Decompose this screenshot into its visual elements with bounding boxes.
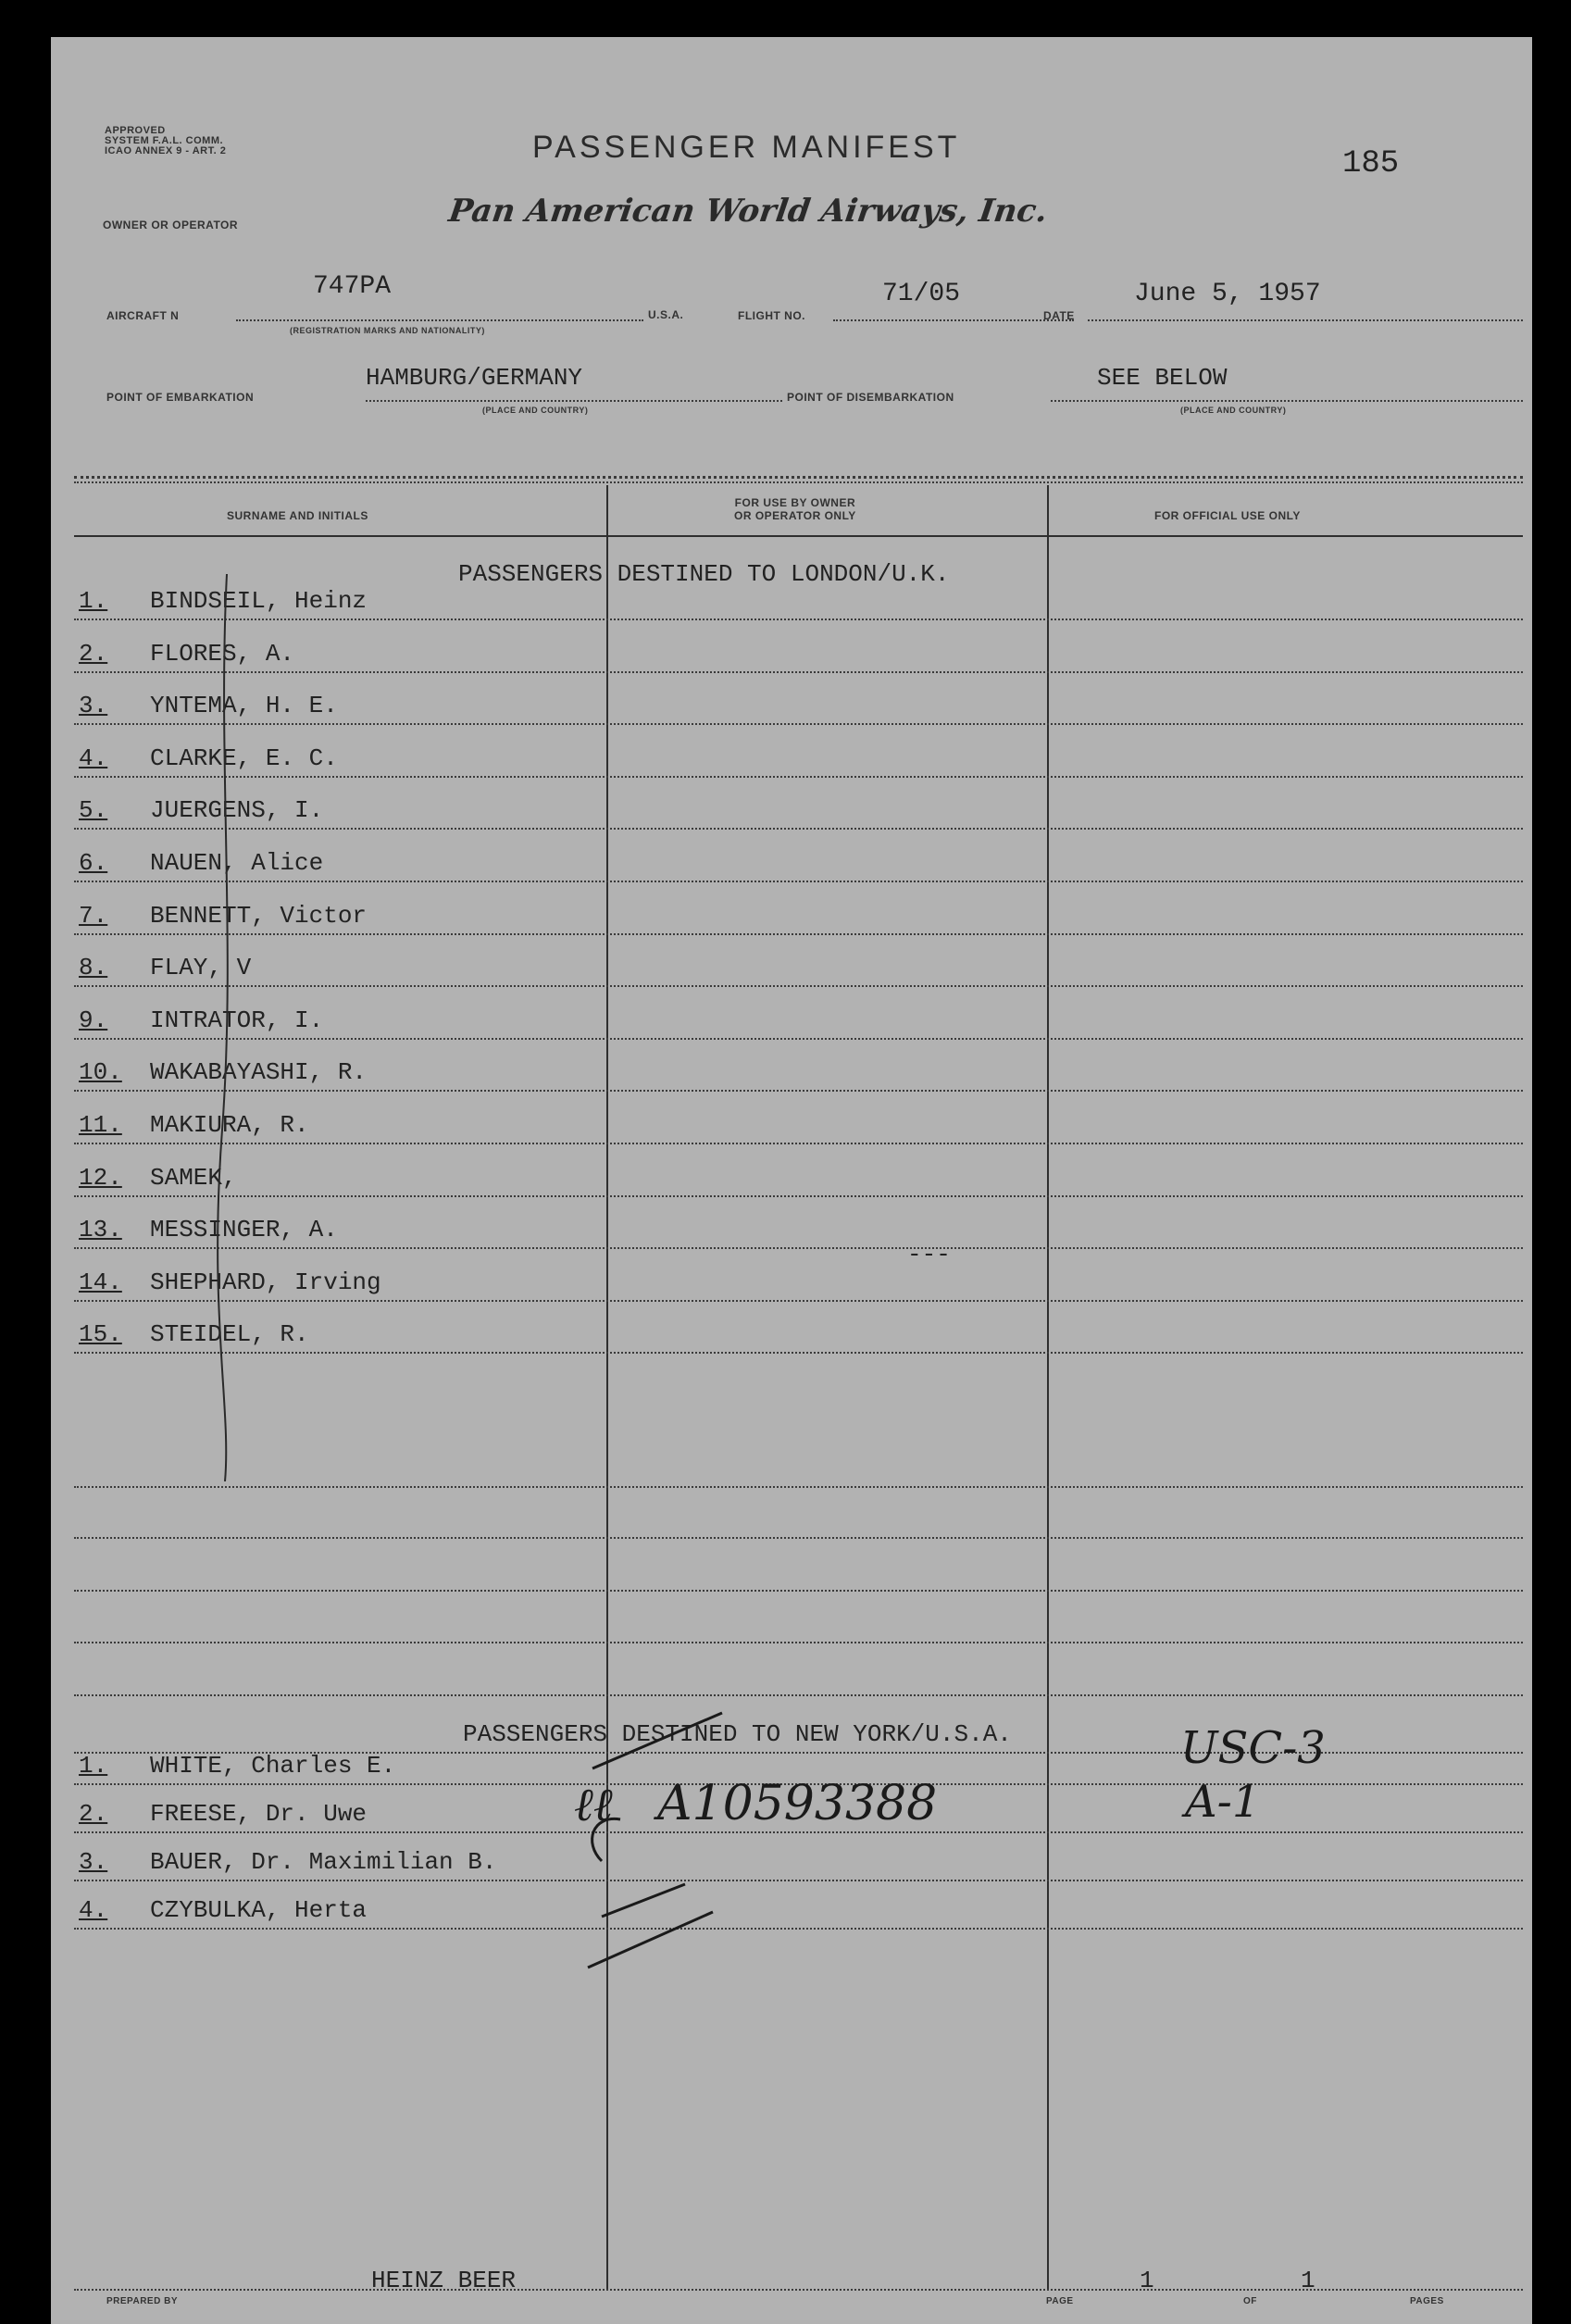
approval-line-2: SYSTEM F.A.L. COMM. bbox=[105, 135, 224, 146]
table-row-line bbox=[74, 1038, 1523, 1040]
aircraft-label: AIRCRAFT N bbox=[106, 309, 180, 322]
passenger-name: CLARKE, E. C. bbox=[150, 744, 338, 772]
approval-stamp bbox=[105, 126, 226, 156]
passenger-name: NAUEN, Alice bbox=[150, 849, 324, 877]
disembarkation-line bbox=[1051, 400, 1523, 402]
table-row-line bbox=[74, 985, 1523, 987]
table-row-line bbox=[74, 671, 1523, 673]
passenger-number: 14. bbox=[79, 1268, 122, 1296]
page-title: PASSENGER MANIFEST bbox=[532, 130, 961, 165]
embarkation-line bbox=[366, 400, 782, 402]
page-label: PAGE bbox=[1046, 2296, 1074, 2306]
passenger-number: 13. bbox=[79, 1216, 122, 1243]
page-number: 185 bbox=[1342, 146, 1400, 181]
table-row-line bbox=[74, 1195, 1523, 1197]
owner-column-header bbox=[734, 496, 856, 522]
passenger-number: 1. bbox=[79, 587, 108, 615]
passenger-name: WHITE, Charles E. bbox=[150, 1752, 396, 1780]
airline-name: Pan American World Airways, Inc. bbox=[446, 193, 1050, 230]
handwritten-slashes bbox=[583, 1704, 750, 1981]
manifest-sheet bbox=[51, 37, 1532, 2324]
passenger-name: JUERGENS, I. bbox=[150, 796, 324, 824]
handwritten-code-1: USC-3 bbox=[1180, 1722, 1326, 1774]
empty-row-line bbox=[74, 1590, 1523, 1592]
passenger-name: INTRATOR, I. bbox=[150, 1006, 324, 1034]
handwritten-prefix: ℓℓ bbox=[574, 1778, 613, 1831]
empty-row-line bbox=[74, 1486, 1523, 1488]
disembarkation-label: POINT OF DISEMBARKATION bbox=[787, 391, 954, 404]
approval-line-3: ICAO ANNEX 9 - ART. 2 bbox=[105, 145, 227, 156]
date-label: DATE bbox=[1043, 309, 1075, 322]
empty-row-line bbox=[74, 1642, 1523, 1643]
table-row-line bbox=[74, 1352, 1523, 1354]
flight-line bbox=[833, 319, 1074, 321]
aircraft-value: 747PA bbox=[313, 272, 392, 301]
passenger-number: 15. bbox=[79, 1320, 122, 1348]
aircraft-line bbox=[236, 319, 643, 321]
embarkation-label: POINT OF EMBARKATION bbox=[106, 391, 255, 404]
passenger-name: MESSINGER, A. bbox=[150, 1216, 338, 1243]
approval-line-1: APPROVED bbox=[105, 125, 166, 136]
table-header-rule bbox=[74, 535, 1523, 537]
passenger-name: MAKIURA, R. bbox=[150, 1111, 309, 1139]
operator-mark: --- bbox=[907, 1241, 951, 1268]
table-row-line bbox=[74, 1300, 1523, 1302]
passenger-name: SHEPHARD, Irving bbox=[150, 1268, 381, 1296]
passenger-name: BAUER, Dr. Maximilian B. bbox=[150, 1848, 497, 1876]
table-row-line bbox=[74, 1831, 1523, 1833]
date-line bbox=[1088, 319, 1523, 321]
flight-label: FLIGHT NO. bbox=[738, 309, 805, 322]
handwritten-id-number: A10593388 bbox=[657, 1776, 938, 1831]
passenger-name: STEIDEL, R. bbox=[150, 1320, 309, 1348]
passenger-number: 7. bbox=[79, 902, 108, 930]
passenger-number: 3. bbox=[79, 692, 108, 719]
embarkation-value: HAMBURG/GERMANY bbox=[366, 364, 583, 392]
registration-caption: (REGISTRATION MARKS AND NATIONALITY) bbox=[290, 326, 485, 335]
disembarkation-caption: (PLACE AND COUNTRY) bbox=[1180, 406, 1287, 415]
passenger-number: 8. bbox=[79, 954, 108, 981]
column-divider-1 bbox=[606, 485, 608, 2291]
table-row-line bbox=[74, 723, 1523, 725]
flight-number: 71/05 bbox=[882, 280, 961, 308]
handwritten-stroke bbox=[208, 574, 245, 1481]
table-row-line bbox=[74, 1090, 1523, 1092]
column-divider-2 bbox=[1047, 485, 1049, 2291]
passenger-number: 12. bbox=[79, 1164, 122, 1192]
owner-column-header-line1: FOR USE BY OWNER bbox=[734, 496, 856, 509]
passenger-name: CZYBULKA, Herta bbox=[150, 1896, 368, 1924]
table-row-line bbox=[74, 933, 1523, 935]
passenger-number: 1. bbox=[79, 1752, 108, 1780]
surname-column-header: SURNAME AND INITIALS bbox=[227, 509, 368, 522]
table-row-line bbox=[74, 1928, 1523, 1930]
table-row-line bbox=[74, 618, 1523, 620]
table-row-line bbox=[74, 828, 1523, 830]
passenger-number: 4. bbox=[79, 744, 108, 772]
handwritten-code-2: A-1 bbox=[1185, 1776, 1261, 1828]
passenger-name: YNTEMA, H. E. bbox=[150, 692, 338, 719]
table-row-line bbox=[74, 776, 1523, 778]
country-label: U.S.A. bbox=[648, 308, 684, 321]
newyork-heading: PASSENGERS DESTINED TO NEW YORK/U.S.A. bbox=[463, 1720, 1012, 1748]
passenger-number: 6. bbox=[79, 849, 108, 877]
passenger-name: FLAY, V bbox=[150, 954, 252, 981]
passenger-name: BENNETT, Victor bbox=[150, 902, 368, 930]
page-value: 1 bbox=[1140, 2267, 1154, 2294]
empty-row-line bbox=[74, 1537, 1523, 1539]
passenger-name: SAMEK, bbox=[150, 1164, 237, 1192]
passenger-number: 2. bbox=[79, 640, 108, 668]
table-top-rule bbox=[74, 476, 1523, 479]
passenger-number: 3. bbox=[79, 1848, 108, 1876]
empty-row-line bbox=[74, 1694, 1523, 1696]
passenger-number: 10. bbox=[79, 1058, 122, 1086]
london-heading: PASSENGERS DESTINED TO LONDON/U.K. bbox=[458, 560, 950, 588]
prepared-by-label: PREPARED BY bbox=[106, 2296, 178, 2306]
of-label: OF bbox=[1243, 2296, 1257, 2306]
passenger-number: 5. bbox=[79, 796, 108, 824]
passenger-number: 2. bbox=[79, 1800, 108, 1828]
prepared-by: HEINZ BEER bbox=[371, 2267, 517, 2294]
date-value: June 5, 1957 bbox=[1134, 280, 1321, 308]
passenger-number: 9. bbox=[79, 1006, 108, 1034]
passenger-number: 11. bbox=[79, 1111, 122, 1139]
passenger-name: FLORES, A. bbox=[150, 640, 295, 668]
total-pages: 1 bbox=[1301, 2267, 1315, 2294]
embarkation-caption: (PLACE AND COUNTRY) bbox=[482, 406, 589, 415]
table-top-rule-2 bbox=[74, 481, 1523, 483]
owner-column-header-line2: OR OPERATOR ONLY bbox=[734, 509, 856, 522]
table-row-line bbox=[74, 1247, 1523, 1249]
official-column-header: FOR OFFICIAL USE ONLY bbox=[1154, 509, 1301, 522]
passenger-name: FREESE, Dr. Uwe bbox=[150, 1800, 368, 1828]
disembarkation-value: SEE BELOW bbox=[1097, 364, 1228, 392]
owner-label: OWNER OR OPERATOR bbox=[103, 219, 239, 231]
table-row-line bbox=[74, 1880, 1523, 1881]
passenger-name: WAKABAYASHI, R. bbox=[150, 1058, 368, 1086]
table-row-line bbox=[74, 1143, 1523, 1144]
passenger-number: 4. bbox=[79, 1896, 108, 1924]
pages-label: PAGES bbox=[1410, 2296, 1444, 2306]
passenger-name: BINDSEIL, Heinz bbox=[150, 587, 368, 615]
table-row-line bbox=[74, 881, 1523, 882]
